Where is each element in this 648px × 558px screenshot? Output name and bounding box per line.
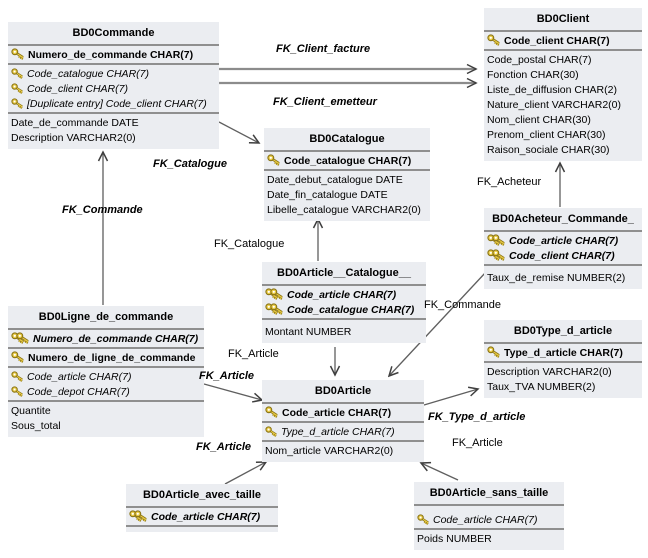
relation-fk-article-ligne[interactable] — [204, 384, 262, 400]
column-label: Date_fin_catalogue DATE — [267, 188, 388, 201]
column-label: Taux_de_remise NUMBER(2) — [487, 271, 626, 284]
column-label: Sous_total — [11, 419, 61, 432]
separator — [262, 402, 424, 404]
table-title: BD0Ligne_de_commande — [38, 311, 174, 323]
column-row — [8, 350, 204, 365]
table-title: BD0Type_d_article — [513, 325, 613, 337]
column-row — [262, 424, 424, 439]
column-label: Code_catalogue CHAR(7) — [287, 303, 415, 316]
primary-key-icon — [265, 406, 280, 419]
separator — [262, 440, 424, 442]
column-row — [8, 96, 219, 111]
column-label: Code_article CHAR(7) — [282, 406, 392, 419]
column-row — [8, 115, 219, 130]
column-label: Nature_client VARCHAR2(0) — [487, 98, 622, 111]
separator — [8, 63, 219, 65]
table-title: BD0Commande — [72, 27, 155, 39]
column-row — [414, 531, 564, 546]
table-bd0ligne-de-commande[interactable] — [8, 306, 204, 437]
separator — [126, 525, 278, 527]
column-row — [8, 130, 219, 145]
column-label: Fonction CHAR(30) — [487, 68, 579, 81]
relation-label-fk-client-emetteur[interactable]: FK_Client_emetteur — [273, 96, 377, 108]
table-bd0client[interactable] — [484, 8, 642, 161]
separator — [8, 328, 204, 330]
separator — [264, 169, 430, 171]
separator — [484, 49, 642, 51]
relation-label-fk-article-left[interactable]: FK_Article — [199, 370, 255, 382]
column-row — [264, 172, 430, 187]
primary-key-icon — [11, 351, 26, 364]
primary-key-icon — [487, 346, 502, 359]
table-title: BD0Article_sans_taille — [429, 487, 549, 499]
double-key-icon — [265, 288, 285, 301]
relation-label-fk-commande-plain[interactable]: FK_Commande — [424, 299, 502, 311]
column-label: Code_article CHAR(7) — [27, 370, 132, 383]
foreign-key-icon — [11, 68, 25, 80]
double-key-icon — [487, 249, 507, 262]
column-row — [262, 443, 424, 458]
separator — [484, 361, 642, 363]
separator — [484, 30, 642, 32]
column-row — [484, 345, 642, 360]
table-bd0catalogue[interactable] — [264, 128, 430, 221]
column-row — [484, 33, 642, 48]
column-row — [8, 331, 204, 346]
column-row — [484, 142, 642, 157]
separator — [8, 347, 204, 349]
foreign-key-icon — [11, 386, 25, 398]
separator — [484, 264, 642, 266]
column-label: Code_client CHAR(7) — [504, 34, 610, 47]
separator — [484, 230, 642, 232]
column-label: Code_article CHAR(7) — [509, 234, 619, 247]
column-label: Code_client CHAR(7) — [27, 82, 128, 95]
column-row — [8, 418, 204, 433]
relation-fk-catalogue-commande[interactable] — [219, 122, 259, 143]
relation-label-fk-client-facture[interactable]: FK_Client_facture — [276, 43, 371, 55]
table-title: BD0Acheteur_Commande_ — [492, 213, 634, 225]
table-bd0article[interactable] — [262, 380, 424, 462]
table-title: BD0Client — [536, 13, 590, 25]
foreign-key-icon — [11, 83, 25, 95]
column-row — [484, 364, 642, 379]
column-label: Montant NUMBER — [265, 325, 352, 338]
table-bd0article-sans-taille[interactable] — [414, 482, 564, 550]
table-title: BD0Article — [314, 385, 372, 397]
column-row — [8, 81, 219, 96]
table-bd0article-avec-taille[interactable] — [126, 484, 278, 532]
column-label: Description VARCHAR2(0) — [487, 365, 612, 378]
column-row — [414, 512, 564, 527]
column-label: Nom_article VARCHAR2(0) — [265, 444, 394, 457]
column-label: Quantite — [11, 404, 51, 417]
double-key-icon — [487, 234, 507, 247]
column-label: Numero_de_commande CHAR(7) — [33, 332, 199, 345]
column-label: [Duplicate entry] Code_client CHAR(7) — [27, 97, 207, 110]
column-row — [264, 202, 430, 217]
column-label: Raison_sociale CHAR(30) — [487, 143, 610, 156]
relation-label-fk-article-bottom-right[interactable]: FK_Article — [452, 437, 503, 449]
separator — [8, 366, 204, 368]
separator — [8, 112, 219, 114]
primary-key-icon — [487, 34, 502, 47]
column-label: Code_depot CHAR(7) — [27, 385, 130, 398]
table-bd0acheteur-commande[interactable] — [484, 208, 642, 289]
column-row — [264, 187, 430, 202]
column-label: Numero_de_commande CHAR(7) — [28, 48, 194, 61]
column-label: Date_de_commande DATE — [11, 116, 139, 129]
column-row — [8, 369, 204, 384]
separator — [262, 318, 426, 320]
separator — [262, 421, 424, 423]
column-label: Description VARCHAR2(0) — [11, 131, 136, 144]
column-label: Taux_TVA NUMBER(2) — [487, 380, 596, 393]
foreign-key-icon — [265, 426, 279, 438]
relation-label-fk-catalogue-bold[interactable]: FK_Catalogue — [153, 158, 227, 170]
relation-label-fk-commande-bold[interactable]: FK_Commande — [62, 204, 143, 216]
column-label: Code_article CHAR(7) — [151, 510, 261, 523]
relation-label-fk-article-bottom-left[interactable]: FK_Article — [196, 441, 252, 453]
relation-label-fk-catalogue-plain[interactable]: FK_Catalogue — [214, 238, 285, 250]
table-bd0type-d-article[interactable] — [484, 320, 642, 398]
table-bd0article-catalogue[interactable] — [262, 262, 426, 343]
relation-fk-type-d-article[interactable] — [424, 389, 478, 405]
column-label: Numero_de_ligne_de_commande — [28, 351, 196, 364]
double-key-icon — [129, 510, 149, 523]
column-row — [262, 324, 426, 339]
column-row — [484, 127, 642, 142]
table-title: BD0Catalogue — [309, 133, 385, 145]
column-label: Type_d_article CHAR(7) — [504, 346, 623, 359]
column-row — [484, 248, 642, 263]
column-row — [8, 384, 204, 399]
column-row — [484, 52, 642, 67]
column-row — [484, 67, 642, 82]
column-label: Code_article CHAR(7) — [433, 513, 538, 526]
foreign-key-icon — [11, 98, 25, 110]
relation-label-fk-article-mid[interactable]: FK_Article — [228, 348, 279, 360]
column-label: Code_article CHAR(7) — [287, 288, 397, 301]
separator — [8, 44, 219, 46]
primary-key-icon — [267, 154, 282, 167]
separator — [262, 284, 426, 286]
column-label: Code_catalogue CHAR(7) — [27, 67, 149, 80]
double-key-icon — [265, 303, 285, 316]
column-label: Prenom_client CHAR(30) — [487, 128, 606, 141]
column-label: Code_catalogue CHAR(7) — [284, 154, 412, 167]
relation-label-fk-acheteur[interactable]: FK_Acheteur — [477, 176, 542, 188]
column-row — [484, 379, 642, 394]
column-label: Type_d_article CHAR(7) — [281, 425, 395, 438]
relation-label-fk-type-d-article[interactable]: FK_Type_d_article — [428, 411, 526, 423]
separator — [414, 504, 564, 506]
separator — [484, 342, 642, 344]
primary-key-icon — [11, 48, 26, 61]
column-label: Libelle_catalogue VARCHAR2(0) — [267, 203, 421, 216]
column-row — [262, 302, 426, 317]
table-bd0commande[interactable] — [8, 22, 219, 149]
foreign-key-icon — [417, 514, 431, 526]
column-label: Nom_client CHAR(30) — [487, 113, 591, 126]
separator — [264, 150, 430, 152]
column-row — [126, 509, 278, 524]
column-label: Liste_de_diffusion CHAR(2) — [487, 83, 617, 96]
separator — [414, 528, 564, 530]
column-row — [262, 287, 426, 302]
column-row — [484, 82, 642, 97]
column-row — [8, 403, 204, 418]
column-label: Code_postal CHAR(7) — [487, 53, 592, 66]
table-title: BD0Article_avec_taille — [142, 489, 261, 501]
column-row — [8, 66, 219, 81]
column-label: Code_client CHAR(7) — [509, 249, 615, 262]
relation-fk-article-avec-taille[interactable] — [225, 462, 266, 484]
foreign-key-icon — [11, 371, 25, 383]
column-label: Date_debut_catalogue DATE — [267, 173, 403, 186]
column-row — [262, 405, 424, 420]
column-label: Poids NUMBER — [417, 532, 492, 545]
column-row — [484, 97, 642, 112]
column-row — [484, 233, 642, 248]
column-row — [8, 47, 219, 62]
double-key-icon — [11, 332, 31, 345]
column-row — [264, 153, 430, 168]
separator — [126, 506, 278, 508]
column-row — [484, 270, 642, 285]
table-title: BD0Article__Catalogue__ — [277, 267, 411, 279]
relation-fk-article-sans-taille[interactable] — [421, 463, 458, 480]
column-row — [484, 112, 642, 127]
separator — [8, 400, 204, 402]
